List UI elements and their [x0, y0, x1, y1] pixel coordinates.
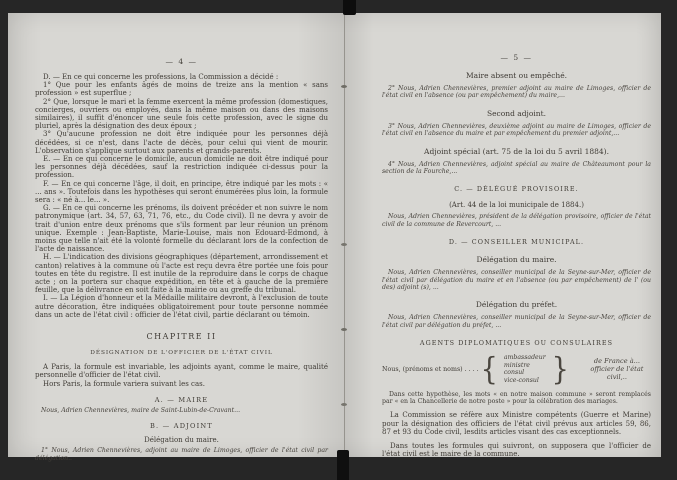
binding-clip-bottom: [337, 450, 349, 480]
paragraph-d-item-2: 2° Que, lorsque le mari et la femme exercent la même profession (domestiques, concierges, ouvriers ou employés, dans la même maison ou dans des maisons similaires), il suffit d'énoncer une seule fois cette profession, avec le signe du pluriel, après la désignation des deux époux ;: [35, 97, 328, 131]
paragraph-e: E. — En ce qui concerne le domicile, aucun domicile ne doit être indiqué pour les personnes déjà décédées, sauf la restriction indiquée ci-dessus pour la profession.: [35, 155, 328, 180]
page-number-right: — 5 —: [500, 53, 533, 62]
conseiller-prefet-formula: Nous, Adrien Chennevières, conseiller municipal de la Seyne-sur-Mer, officier de l'état civil par délégation du préfet, ...: [382, 314, 651, 329]
conseiller-maire-formula: Nous, Adrien Chennevières, conseiller municipal de la Seyne-sur-Mer, officier de l'état civil par délégation du maire et en l'absence (ou par empêchement) de l' (ou des) adjoint (s), ...: [382, 269, 651, 292]
chapter-title: CHAPITRE II: [146, 332, 217, 342]
section-a-heading: A. — MAIRE: [154, 395, 209, 404]
agents-option-vice-consul: vice-consul: [503, 377, 539, 385]
book-pages: [8, 13, 661, 462]
agents-option-ministre: ministre: [503, 361, 530, 369]
binding-gutter-line: [344, 15, 345, 455]
paragraph-i: I. — La Légion d'honneur et la Médaille militaire devront, à l'exclusion de toute autre décoration, être indiquées obligatoirement pour toute personne nommée dans un acte de l'état civil : officier de l'état civil, partie déclarant ou témoin.: [35, 294, 328, 319]
adjoint-special-heading: Adjoint spécial (art. 75 de la loi du 5 avril 1884).: [424, 146, 609, 156]
note-hypothese: Dans cette hypothèse, les mots « en notre maison commune » seront remplacés par « en la Chancellerie de notre poste » pour la célébration des mariages.: [382, 390, 651, 405]
maire-absent-formula: 2° Nous, Adrien Chennevières, premier adjoint au maire de Limoges, officier de l'état civil en l'absence (ou par empêchement) du maire,...: [382, 85, 651, 100]
second-adjoint-formula: 3° Nous, Adrien Chennevières, deuxième adjoint au maire de Limoges, officier de l'état civil en l'absence du maire et par empêchement du premier adjoint,...: [382, 122, 651, 138]
second-adjoint-heading: Second adjoint.: [486, 108, 547, 118]
paragraph-f: F. — En ce qui concerne l'âge, il doit, en principe, être indiqué par les mots : « ... ans ». Toutefois dans les hypothèses qui seront énumérées plus loin, la formule sera : « né à... le... ».: [35, 179, 328, 205]
paragraph-d: D. — En ce qui concerne les professions, la Commission a décidé :: [43, 73, 279, 81]
paragraph-d-item-1: 1° Que pour les enfants âgés de moins de treize ans la mention « sans profession » est superflue ;: [35, 81, 328, 98]
page-number-left: — 4 —: [165, 57, 198, 66]
delegue-provisoire-heading: C. — DÉLÉGUÉ PROVISOIRE.: [454, 185, 579, 194]
paragraph-d-item-3: 3° Qu'aucune profession ne doit être indiquée pour les personnes déjà décédées, si ce n'est, dans l'acte de décès, pour celui qui vient de mourir. L'observation s'applique surtout aux parents et grands-parents.: [35, 130, 328, 155]
delegue-formula: Nous, Adrien Chennevières, président de la délégation provisoire, officier de l'état civil de la commune de Revercourt, ...: [382, 213, 651, 228]
paragraph-h: H. — L'indication des divisions géographiques (département, arrondissement et canton) relatives à la commune où l'acte est reçu devra être portée une fois pour toutes en tête du registre. Il est inutile de la reproduire dans le corps de chaque acte ; on la portera sur chaque expédition, en tête et à gauche de la première feuille, que la délivrance en soit faite à la mairie ou au greffe du tribunal.: [35, 253, 328, 295]
agents-diplomatiques-heading: AGENTS DIPLOMATIQUES OU CONSULAIRES: [419, 339, 614, 348]
section-a-formula: Nous, Adrien Chennevières, maire de Saint-Lubin-de-Cravant...: [41, 406, 241, 414]
left-brace-glyph: {: [480, 351, 498, 388]
page-left: [8, 13, 344, 462]
delegation-prefet-heading: Délégation du préfet.: [475, 300, 558, 310]
delegation-maire-heading: Délégation du maire.: [476, 255, 557, 265]
chapter-subtitle: DÉSIGNATION DE L'OFFICIER DE L'ÉTAT CIVIL: [90, 350, 273, 357]
maire-absent-heading: Maire absent ou empêché.: [465, 71, 568, 80]
agents-option-ambassadeur: ambassadeur: [503, 354, 546, 362]
agents-formula-group: [382, 351, 651, 388]
section-b-heading: B. — ADJOINT: [150, 422, 213, 431]
conseiller-municipal-heading: D. — CONSEILLER MUNICIPAL.: [448, 238, 585, 247]
chapter-intro-paragraph-1: A Paris, la formule est invariable, les adjoints ayant, comme le maire, qualité personnelle d'officier de l'état civil.: [35, 363, 328, 380]
agents-options-list: [500, 354, 550, 384]
adjoint-special-formula: 4° Nous, Adrien Chennevières, adjoint spécial au maire de Châteaumont pour la section de la Fourche,...: [382, 160, 651, 176]
binding-stitches: [341, 85, 347, 88]
right-brace-glyph: }: [551, 351, 569, 388]
paragraph-g: G. — En ce qui concerne les prénoms, ils doivent précéder et non suivre le nom patronymique (art. 34, 57, 63, 71, 76, etc., du Code civil). Il ne devra y avoir de trait d'union entre deux prénoms que s'ils forment par leur réunion un prénom unique. Exemple : Jean-Baptiste, Marie-Louise, mais non Edouard-Edmond, à moins que telle n'ait été la volonté formelle du déclarant lors de la confection de l'acte de naissance.: [35, 204, 328, 254]
page-right: [345, 13, 661, 457]
binding-clip-top: [343, 0, 356, 15]
agents-option-consul: consul: [503, 369, 525, 377]
section-b-subheading: Délégation du maire.: [144, 436, 219, 445]
section-b-formula: 1° Nous, Adrien Chennevières, adjoint au maire de Limoges, officier de l'état civil par délégation..: [35, 447, 328, 462]
delegue-article-ref: (Art. 44 de la loi municipale de 1884.): [449, 201, 584, 210]
note-formules: Dans toutes les formules qui suivront, on supposera que l'officier de l'état civil est le maire de la commune.: [382, 442, 651, 459]
agents-formula-tail: de France à... officier de l'état civil,..: [590, 357, 644, 382]
note-commission: La Commission se réfère aux Ministre compétents (Guerre et Marine) pour la désignation des officiers de l'état civil prévus aux articles 59, 86, 87 et 93 du Code civil, lesdits articles visant des cas exceptionnels.: [382, 411, 651, 436]
agents-formula-lead: Nous, (prénoms et noms) . . . .: [382, 365, 479, 373]
chapter-intro-paragraph-2: Hors Paris, la formule variera suivant les cas.: [43, 379, 205, 388]
